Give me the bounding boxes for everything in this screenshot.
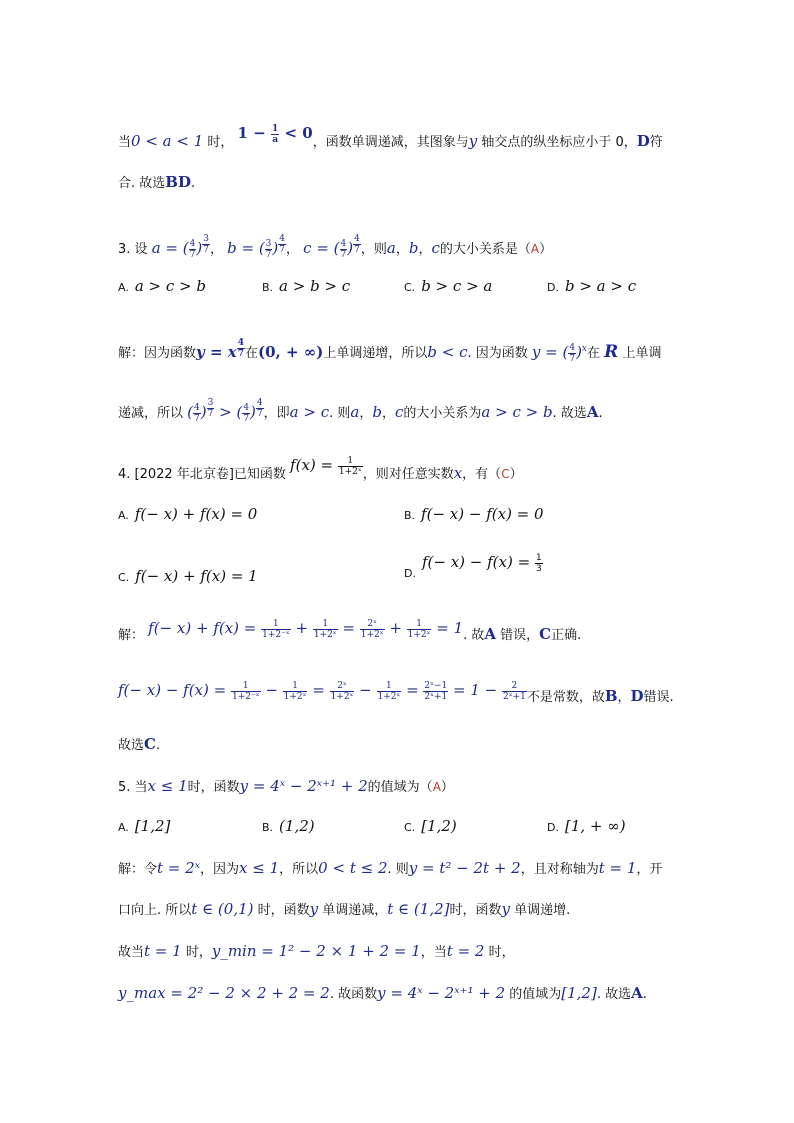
option-4c: C. f(− x) + f(x) = 1 [118,567,258,585]
text-line-1 [118,123,663,153]
math: 0 < a < 1 [131,132,204,150]
answer-mark: A [432,780,441,794]
math: y = x $^{\frac{4}{7}}$ [196,338,244,361]
answer-mark: A [530,242,540,256]
option-3b: B. a > b > c [262,277,351,295]
text: 轴交点的纵坐标应小于 0， [477,135,637,150]
solution-4-line-1: 解： f(− x) + f(x) = $\frac{1}{\text{1+2⁻ˣ}}$ + $\frac{1}{\text{1+2ˣ}}$ = $\frac{\text{2ˣ}}{\text{1+2ˣ}}$ + $\frac{1}{\text{1+2ˣ}}$ = 1. 故A 错误，C正确. [118,618,582,643]
option-4d: D.f(− x) − f(x) = $\frac{1}{3}$ [404,553,542,580]
solution-4-line-2: f(− x) − f(x) = $\frac{1}{\text{1+2⁻ˣ}}$ − $\frac{1}{\text{1+2ˣ}}$ = $\frac{\text{2ˣ}}{\text{1+2ˣ}}$ − $\frac{1}{\text{1+2ˣ}}$ = $\frac{\text{2ˣ−1}}{\text{2ˣ+1}}$ = 1 − $\frac{2}{\text{2ˣ+1}}$ 不是常数，故B，D错误. [118,680,674,705]
option-5a: A. [1,2] [118,817,171,835]
math: f(− x) + f(x) = $\frac{1}{\text{1+2⁻ˣ}}$ + $\frac{1}{\text{1+2ˣ}}$ = $\frac{\text{2ˣ}}{\text{1+2ˣ}}$ + $\frac{1}{\text{1+2ˣ}}$ = 1 [148,618,464,640]
math: b = ( $\frac{3}{7}$ ) $^{\frac{4}{7}}$ [227,234,285,260]
math: y = ( $\frac{4}{7}$ )$^x$ [531,342,587,364]
option-4b: B. f(− x) − f(x) = 0 [404,505,544,523]
option-5c: C. [1,2) [404,817,457,835]
text: ，函数单调递减，其图象与 [312,135,469,150]
math: BD [165,173,191,191]
solution-5-line-2: 口向上. 所以t ∈ (0,1) 时，函数y 单调递减，t ∈ (1,2]时，函数y 单调递增. [118,900,571,918]
math: c = ( $\frac{4}{7}$ ) $^{\frac{4}{7}}$ [303,234,360,260]
text: . [190,176,196,191]
question-4: 4. [2022 年北京卷]已知函数 f(x) = $\frac{1}{\text{1+2ˣ}}$ ，则对任意实数x，有（C） [118,455,523,482]
option-5b: B. (1,2) [262,817,315,835]
text: 当 [118,135,132,150]
solution-4-line-3: 故选C. [118,735,161,753]
option-3d: D. b > a > c [547,277,637,295]
option-3a: A. a > c > b [118,277,206,295]
math: y [468,132,478,150]
text: 合. 故选 [118,176,166,191]
option-4a: A. f(− x) + f(x) = 0 [118,505,258,523]
math: D [636,132,650,150]
question-5: 5. 当x ≤ 1时，函数y = 4ˣ − 2ˣ⁺¹ + 2的值域为（A） [118,777,454,795]
text: 时， [203,135,234,150]
math: f(x) = $\frac{1}{\text{1+2ˣ}}$ [290,455,362,477]
question-3: 3. 设 a = ( $\frac{4}{7}$ ) $^{\frac{3}{7}}$ ， b = ( $\frac{3}{7}$ ) $^{\frac{4}{7}}$ ， c = ( $\frac{4}{7}$ ) $^{\frac{4}{7}}$ ，则a，b，c的大小关系是（A） [118,234,553,260]
text: 3. 设 [118,242,148,257]
math: a = ( $\frac{4}{7}$ ) $^{\frac{3}{7}}$ [151,234,209,260]
text: 符 [649,135,663,150]
solution-5-line-1: 解：令t = 2ˣ，因为x ≤ 1，所以0 < t ≤ 2. 则y = t² − 2t + 2，且对称轴为t = 1，开 [118,859,663,877]
solution-5-line-4: y_max = 2² − 2 × 2 + 2 = 2. 故函数y = 4ˣ − 2ˣ⁺¹ + 2 的值域为[1,2]. 故选A. [118,984,647,1002]
option-5d: D. [1, + ∞) [547,817,626,835]
solution-3-line-2: 递减，所以 ( $\frac{4}{7}$ ) $^{\frac{3}{7}}$ > ( $\frac{4}{7}$ ) $^{\frac{4}{7}}$ ，即a > c. 则a，b，c的大小关系为a > c > b. 故选A. [118,398,603,424]
option-3c: C. b > c > a [404,277,493,295]
solution-5-line-3: 故当t = 1 时，y_min = 1² − 2 × 1 + 2 = 1，当t = 2 时， [118,942,515,960]
solution-3-line-1: 解：因为函数y = x $^{\frac{4}{7}}$ 在(0, + ∞)上单调递增，所以b < c. 因为函数 y = ( $\frac{4}{7}$ )$^x$在 R 上单调 [118,338,662,364]
answer-mark: C [501,467,510,481]
math: ( $\frac{4}{7}$ ) $^{\frac{3}{7}}$ > ( $\frac{4}{7}$ ) $^{\frac{4}{7}}$ [187,398,263,424]
text-line-2 [118,172,195,194]
math: 1 − $\frac{1}{a}$ < 0 [237,123,313,145]
math: f(− x) − f(x) = $\frac{1}{\text{1+2⁻ˣ}}$ − $\frac{1}{\text{1+2ˣ}}$ = $\frac{\text{2ˣ}}{\text{1+2ˣ}}$ − $\frac{1}{\text{1+2ˣ}}$ = $\frac{\text{2ˣ−1}}{\text{2ˣ+1}}$ = 1 − $\frac{2}{\text{2ˣ+1}}$ [118,680,526,702]
